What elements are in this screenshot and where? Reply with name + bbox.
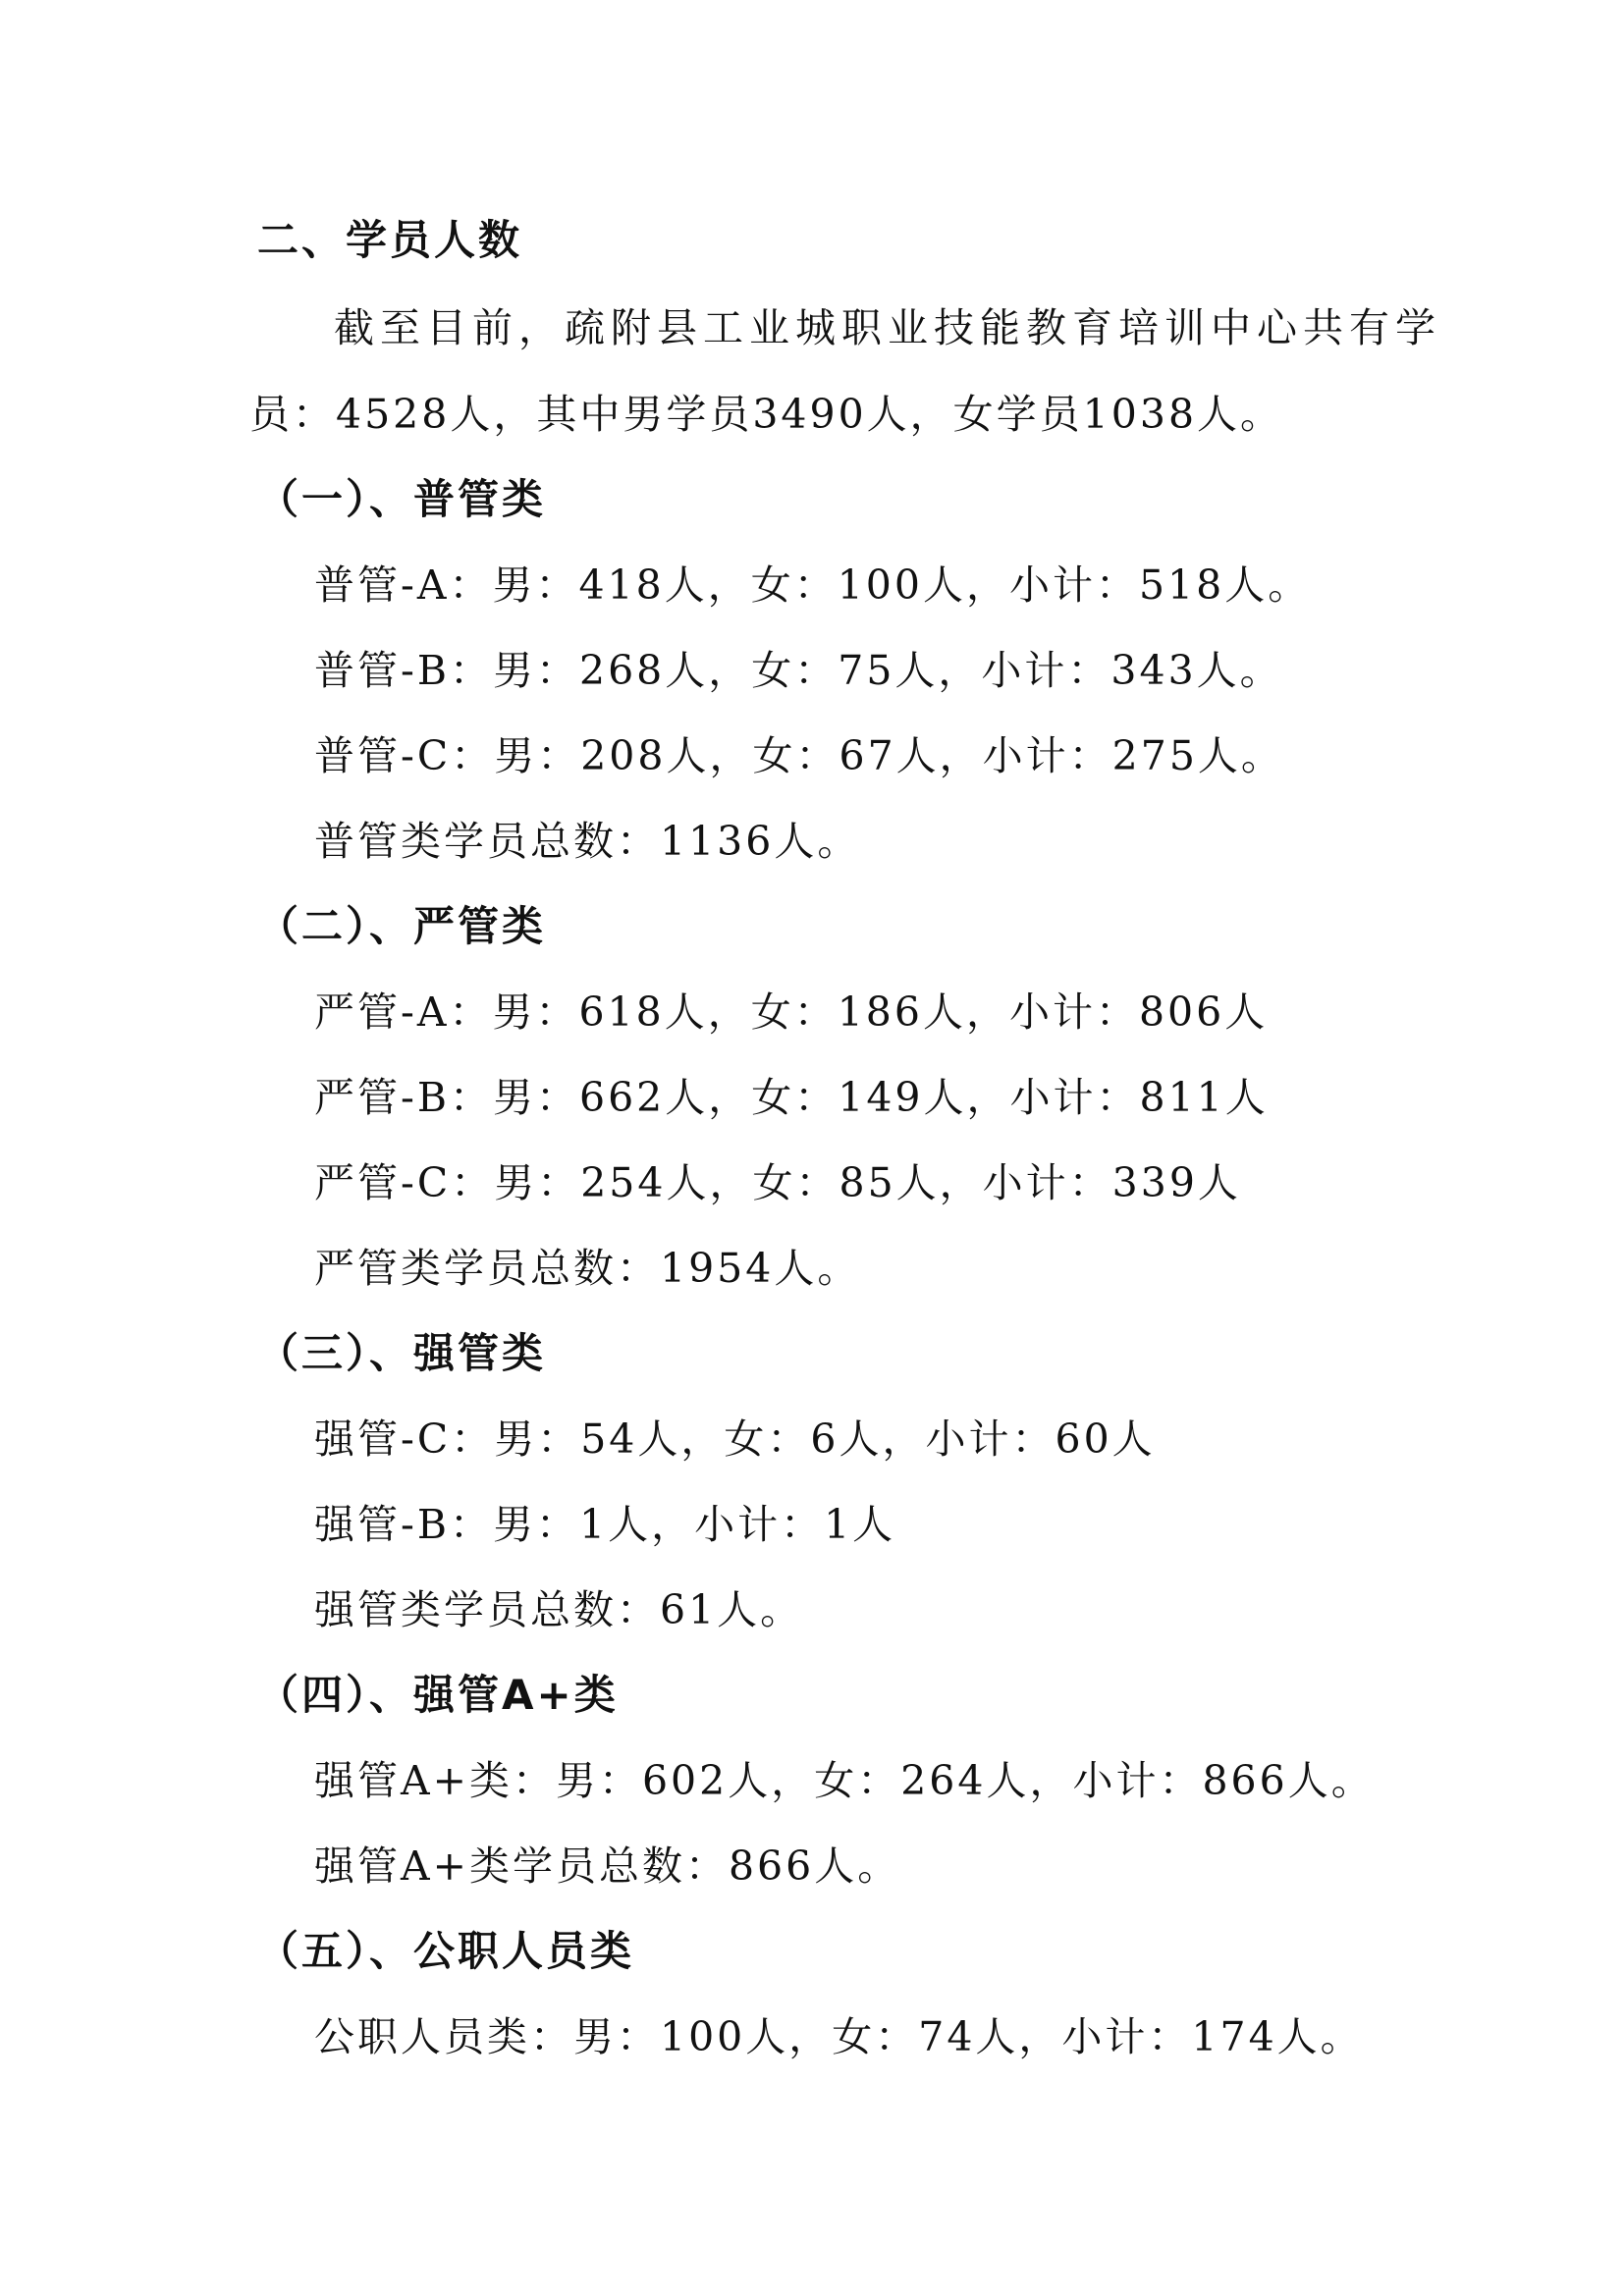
group-item: 普管-B：男：268人，女：75人，小计：343人。 [314, 647, 1283, 694]
group-item: 强管A+类：男：602人，女：264人，小计：866人。 [314, 1757, 1375, 1804]
group-item: 公职人员类：男：100人，女：74人，小计：174人。 [314, 2013, 1364, 2060]
group-heading-gongzhi: （五）、公职人员类 [257, 1927, 635, 1975]
intro-line-2: 员：4528人，其中男学员3490人，女学员1038人。 [249, 391, 1284, 438]
group-total: 严管类学员总数：1954人。 [314, 1245, 861, 1292]
group-heading-yangan: （二）、严管类 [257, 902, 547, 950]
group-heading-qianggan-aplus: （四）、强管A+类 [257, 1671, 619, 1719]
intro-line-1: 截至目前，疏附县工业城职业技能教育培训中心共有学 [334, 304, 1441, 351]
group-item: 普管-C：男：208人，女：67人，小计：275人。 [314, 732, 1284, 779]
group-item: 强管-C：男：54人，女：6人，小计：60人 [314, 1415, 1156, 1463]
group-item: 强管-B：男：1人，小计：1人 [314, 1501, 896, 1548]
group-total: 普管类学员总数：1136人。 [314, 818, 861, 865]
group-total: 强管类学员总数：61人。 [314, 1586, 804, 1633]
group-item: 严管-B：男：662人，女：149人，小计：811人 [314, 1074, 1269, 1121]
group-heading-qianggan: （三）、强管类 [257, 1329, 547, 1377]
section-title: 二、学员人数 [257, 216, 523, 264]
group-item: 严管-A：男：618人，女：186人，小计：806人 [314, 988, 1269, 1036]
group-total: 强管A+类学员总数：866人。 [314, 1842, 901, 1890]
group-heading-pugan: （一）、普管类 [257, 475, 547, 523]
group-item: 普管-A：男：418人，女：100人，小计：518人。 [314, 561, 1312, 609]
group-item: 严管-C：男：254人，女：85人，小计：339人 [314, 1159, 1241, 1206]
